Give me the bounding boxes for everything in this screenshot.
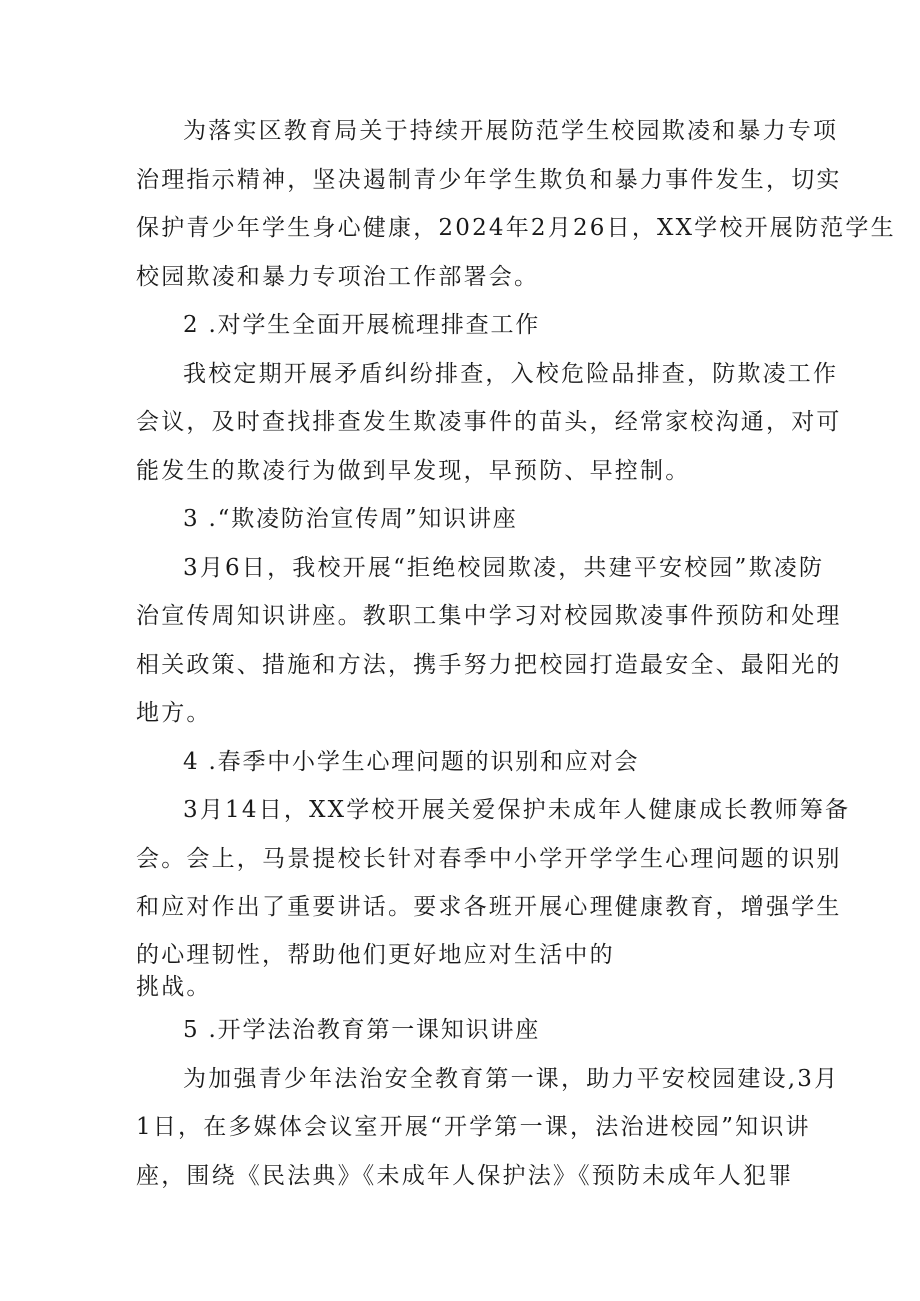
- paragraph-5-line-3: 座，围绕《民法典》《未成年人保护法》《预防未成年人犯罪: [136, 1163, 794, 1189]
- paragraph-1-line-4: 校园欺凌和暴力专项治工作部署会。: [136, 264, 540, 290]
- paragraph-3-line-2: 治宣传周知识讲座。教职工集中学习对校园欺凌事件预防和处理: [136, 603, 842, 629]
- paragraph-4-line-5: 挑战。: [136, 974, 212, 1000]
- section-heading-2: 2 .对学生全面开展梳理排查工作: [183, 312, 541, 338]
- paragraph-3-line-3: 相关政策、措施和方法，携手努力把校园打造最安全、最阳光的: [136, 652, 842, 678]
- paragraph-1-line-3: 保护青少年学生身心健康，2024年2月26日，XX学校开展防范学生: [136, 215, 896, 241]
- paragraph-1-line-1: 为落实区教育局关于持续开展防范学生校园欺凌和暴力专项: [183, 118, 839, 144]
- section-heading-3: 3 .“欺凌防治宣传周”知识讲座: [183, 506, 518, 532]
- paragraph-4-line-1: 3月14日，XX学校开展关爱保护未成年人健康成长教师筹备: [183, 797, 851, 823]
- paragraph-4-line-3: 和应对作出了重要讲话。要求各班开展心理健康教育，增强学生: [136, 894, 842, 920]
- section-heading-5: 5 .开学法治教育第一课知识讲座: [183, 1017, 541, 1043]
- paragraph-5-line-2: 1日，在多媒体会议室开展“开学第一课，法治进校园”知识讲: [136, 1114, 811, 1140]
- paragraph-2-line-3: 能发生的欺凌行为做到早发现，早预防、早控制。: [136, 458, 691, 484]
- section-heading-4: 4 .春季中小学生心理问题的识别和应对会: [183, 749, 640, 775]
- paragraph-2-line-1: 我校定期开展矛盾纠纷排查，入校危险品排查，防欺凌工作: [183, 361, 839, 387]
- paragraph-4-line-4: 的心理韧性，帮助他们更好地应对生活中的: [136, 942, 615, 968]
- paragraph-1-line-2: 治理指示精神，坚决遏制青少年学生欺负和暴力事件发生，切实: [136, 167, 842, 193]
- paragraph-5-line-1: 为加强青少年法治安全教育第一课，助力平安校园建设,3月: [183, 1066, 840, 1092]
- paragraph-3-line-1: 3月6日，我校开展“拒绝校园欺凌，共建平安校园”欺凌防: [183, 555, 825, 581]
- paragraph-4-line-2: 会。会上，马景提校长针对春季中小学开学学生心理问题的识别: [136, 846, 842, 872]
- paragraph-3-line-4: 地方。: [136, 700, 212, 726]
- paragraph-2-line-2: 会议，及时查找排查发生欺凌事件的苗头，经常家校沟通，对可: [136, 409, 842, 435]
